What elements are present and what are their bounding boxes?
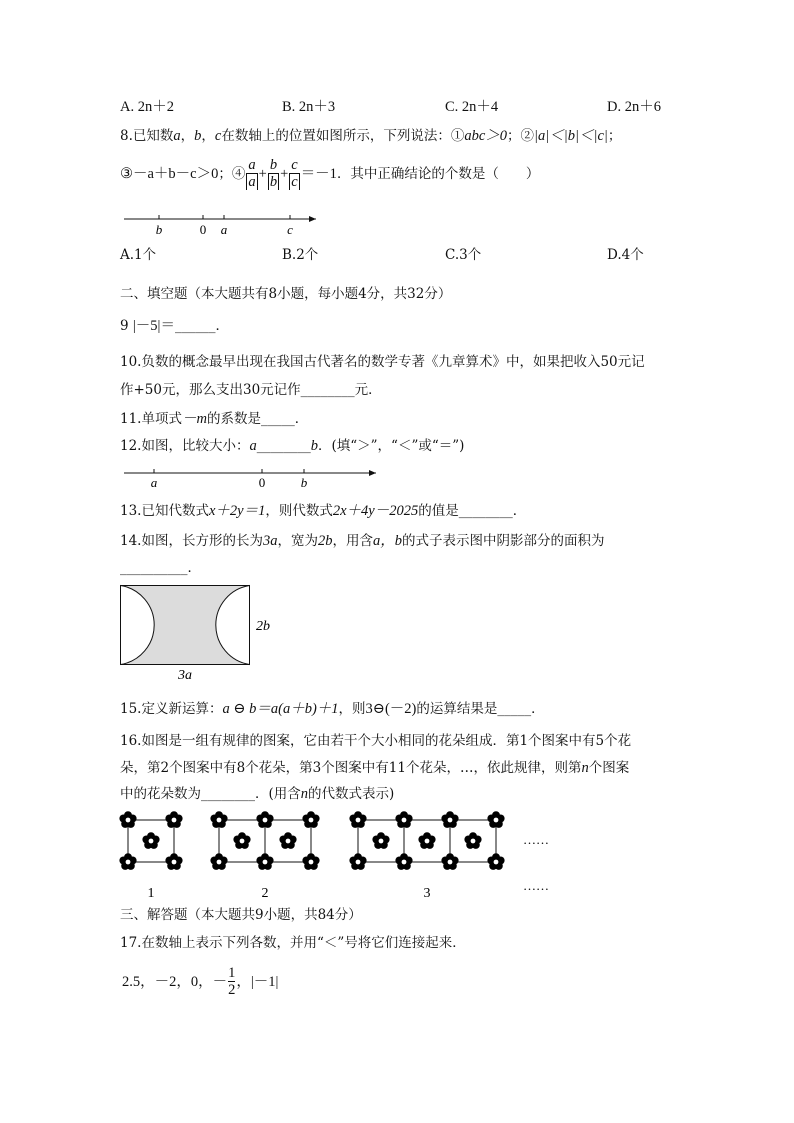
q16-ellipsis-top: …… [523,832,549,847]
q11-prefix: 11.单项式 [120,411,182,427]
pattern-2 [210,811,319,870]
flower-icon [372,832,389,849]
flower-icon [165,811,182,828]
flower-icon [487,853,504,870]
q8-axis-c: c [287,222,293,237]
frac-num: b [269,157,278,173]
pattern-label-1: 1 [147,886,155,901]
flower-icon [119,853,136,870]
q8-option-b: B.2个 [282,247,319,263]
q12-axis-a: a [150,475,158,490]
q8-stmt2-suffix: ； [607,128,622,144]
q8-frac-a [246,158,257,190]
flower-icon [210,853,227,870]
q12-blank: ________ [256,438,311,454]
flower-icon [165,853,182,870]
frac-num: 1 [228,965,236,981]
q8-prefix: 8.已知数 [120,128,174,144]
q11-expr: －m [181,411,207,427]
q14-label-length: 3a [178,668,192,683]
flower-icon [302,811,319,828]
q12-b: b [310,438,318,454]
q17-frac [228,966,235,998]
q10-line1: 10.负数的概念最早出现在我国古代著名的数学专著《九章算术》中，如果把收入50元记 [120,354,645,370]
section3-heading: 三、解答题（本大题共9小题，共84分） [120,907,362,923]
q8-var-c: c [214,128,222,144]
q7-option-a: A. 2n＋2 [120,99,174,115]
flower-icon [418,832,435,849]
q13-mid: ，则代数式 [265,503,333,519]
q12-suffix: ．(填“＞”，“＜”或“＝”) [317,438,465,454]
q8-line1 [120,127,621,145]
flower-icon [441,853,458,870]
q17-nums-suffix: ，|－1| [236,974,279,991]
q12-prefix: 12.如图，比较大小： [120,438,250,454]
q8-stmt2: |a|＜|b|＜|c| [534,128,608,144]
q16-n: n [300,786,309,802]
q8-line1-mid: 在数轴上的位置如图所示，下列说法：① [221,128,465,144]
q8-var-b: b [194,128,202,144]
q8-axis-0: 0 [199,222,207,237]
q13-suffix: 的值是________． [418,503,527,519]
section2-heading: 二、填空题（本大题共有8小题，每小题4分，共32分） [120,286,452,302]
q12 [120,437,464,455]
q7-option-d: D. 2n＋6 [607,99,661,115]
q16-line2-prefix: 朵，第2个图案中有8个花朵，第3个图案中有11个花朵，…，依此规律，则第 [120,760,582,776]
pattern-1 [119,811,182,870]
q8-stmt3: ③－a＋b－c＞0 [120,166,219,183]
flower-icon [142,832,159,849]
frac-num: c [291,157,298,173]
q8-sep: ， [201,128,215,144]
flower-icon [349,853,366,870]
flower-icon [233,832,250,849]
frac-num: a [248,157,256,173]
pattern-label-2: 2 [261,886,269,901]
frac-den: a [248,174,256,191]
flower-icon [302,853,319,870]
q8-option-c: C.3个 [445,247,482,263]
q8-stmt2-prefix: ；② [507,128,535,144]
q8-sep: ， [180,128,195,144]
q8-number-line [120,210,320,240]
q8-frac-b [268,158,279,190]
q16-line3 [120,785,394,803]
q12-a: a [249,438,257,454]
pattern-label-3: 3 [423,886,431,901]
q9 [120,317,229,335]
q14-label-width: 2b [256,619,270,634]
q16-line2-suffix: 个图案 [588,760,630,776]
q16-n: n [581,760,589,776]
q14-wid: 2b [317,533,333,549]
q17-nums-prefix: 2.5，－2，0，－ [122,974,228,991]
q14-prefix: 14.如图，长方形的长为 [120,533,263,549]
q17-line1: 17.在数轴上表示下列各数，并用“＜”号将它们连接起来． [120,935,466,951]
q14-len: 3a [262,533,278,549]
q14-vars: a，b [372,533,402,549]
q15-prefix: 15.定义新运算： [120,701,223,717]
q15-calc: 3⊖(－2) [365,701,417,717]
q9-expr: |－5|＝ [132,318,175,334]
q7-option-c: C. 2n＋4 [445,99,499,115]
flower-icon [256,853,273,870]
q9-blank: ______． [174,318,229,334]
q13-expr2: 2x＋4y－2025 [332,503,419,519]
q15-suffix: 的运算结果是_____． [416,701,545,717]
q14-mid2: ，用含 [332,533,373,549]
q14-mid1: ，宽为 [277,533,318,549]
q15-mid: ，则 [338,701,366,717]
q17-numbers [122,966,278,998]
q14-suffix: 的式子表示图中阴影部分的面积为 [401,533,605,549]
q8-line2-suffix: ．其中正确结论的个数是（ ） [336,165,540,182]
q16-line1: 16.如图是一组有规律的图案，它由若干个大小相同的花朵组成．第1个图案中有5个花 [120,733,632,749]
q8-line2: ③－a＋b－c＞0；④ $\frac{a}{a}$ + $\frac{b}{b}$ + $\frac{c}{c}$ ＝－1．其中正确结论的个数是（ ） [120,157,540,191]
q14-line2: __________． [120,560,201,576]
q11 [120,410,308,428]
q15-def: a ⊖ b＝a(a＋b)＋1 [222,701,339,717]
q12-axis-0: 0 [258,475,266,490]
flower-icon [441,811,458,828]
frac-den: 2 [228,982,236,999]
q8-axis-a: a [220,222,228,237]
q16-line2 [120,759,629,777]
q8-stmt4-result: ＝－1 [300,166,337,183]
flower-icon [395,853,412,870]
q15 [120,700,545,718]
q8-option-d: D.4个 [607,247,644,263]
q8-option-a: A.1个 [120,247,157,263]
q11-suffix: 的系数是_____． [206,411,309,427]
flower-icon [395,811,412,828]
flower-icon [487,811,504,828]
flower-icon [210,811,227,828]
q16-line3-prefix: 中的花朵数为________．(用含 [120,786,301,802]
flower-icon [256,811,273,828]
q8-axis-b: b [155,222,163,237]
flower-icon [279,832,296,849]
q8-stmt1: abc＞0 [464,128,508,144]
q13-expr1: x＋2y＝1 [208,503,266,519]
q8-stmt4-prefix: ；④ [218,165,246,182]
q7-option-b: B. 2n＋3 [282,99,336,115]
frac-den: b [269,174,278,191]
q8-var-a: a [173,128,181,144]
q16-ellipsis-bottom: …… [523,878,549,893]
flower-icon [119,811,136,828]
flower-icon [349,811,366,828]
q16-pattern-figure [115,808,575,903]
q10-line2: 作+50元，那么支出30元记作________元． [120,382,382,398]
q13-prefix: 13.已知代数式 [120,503,209,519]
q16-line3-suffix: 的代数式表示) [308,786,395,802]
pattern-3 [349,811,504,870]
q14-figure [120,585,290,685]
flower-icon [464,832,481,849]
q9-prefix: 9 [120,318,129,334]
q8-frac-c [289,158,299,190]
q13 [120,502,526,520]
q12-number-line [120,464,380,494]
q14-line1 [120,532,604,550]
q12-axis-b: b [300,475,308,490]
frac-den: c [291,174,298,191]
